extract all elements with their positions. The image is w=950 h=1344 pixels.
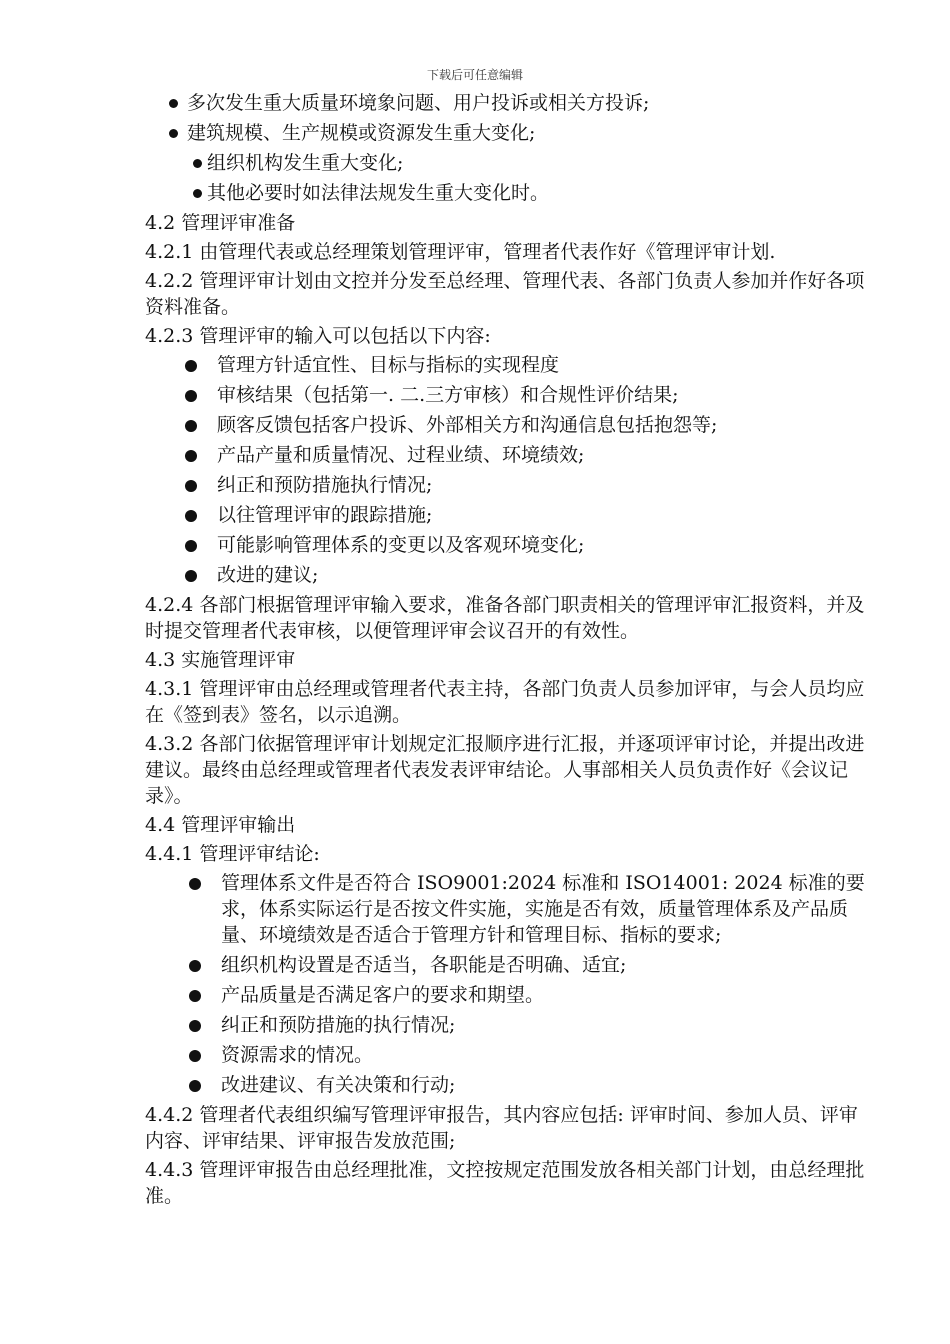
bullet-icon <box>185 420 197 432</box>
paragraph: 4.2.3 管理评审的输入可以包括以下内容: <box>145 325 491 347</box>
document-body <box>145 90 870 1212</box>
list-item: 改进的建议; <box>145 562 870 588</box>
list-item: 组织机构设置是否适当，各职能是否明确、适宜; <box>145 952 870 978</box>
bullet-icon <box>185 390 197 402</box>
bullet-icon <box>189 878 201 890</box>
paragraph: 4.2.4 各部门根据管理评审输入要求，准备各部门职责相关的管理评审汇报资料，并及时提交管理者代表审核，以便管理评审会议召开的有效性。 <box>145 594 865 642</box>
bullet-icon <box>185 570 197 582</box>
bullet-icon <box>189 960 201 972</box>
list-item: 管理体系文件是否符合 ISO9001:2024 标准和 ISO14001: 2024 标准的要求，体系实际运行是否按文件实施，实施是否有效，质量管理体系及产品质量、环境绩效是否适合于管理方针和管理目标、指标的要求; <box>145 870 870 948</box>
bullet-icon <box>193 159 202 168</box>
page-header: 下载后可任意编辑 <box>426 68 523 82</box>
list-item: 管理方针适宜性、目标与指标的实现程度 <box>145 352 870 378</box>
list-item: 建筑规模、生产规模或资源发生重大变化; <box>145 120 870 146</box>
list-item: 可能影响管理体系的变更以及客观环境变化; <box>145 532 870 558</box>
paragraph: 4.3.2 各部门依据管理评审计划规定汇报顺序进行汇报，并逐项评审讨论，并提出改进建议。最终由总经理或管理者代表发表评审结论。人事部相关人员负责作好《会议记录》。 <box>145 733 865 807</box>
list-item: 多次发生重大质量环境象问题、用户投诉或相关方投诉; <box>145 90 870 116</box>
section-heading: 4.3 实施管理评审 <box>145 649 296 671</box>
bullet-icon <box>185 510 197 522</box>
bullet-icon <box>185 360 197 372</box>
list-item: 纠正和预防措施执行情况; <box>145 472 870 498</box>
paragraph: 4.4.3 管理评审报告由总经理批准，文控按规定范围发放各相关部门计划，由总经理批准。 <box>145 1159 865 1207</box>
list-item: 审核结果（包括第一. 二.三方审核）和合规性评价结果; <box>145 382 870 408</box>
bullet-icon <box>169 129 178 138</box>
bullet-icon <box>169 99 178 108</box>
paragraph: 4.4.1 管理评审结论: <box>145 843 320 865</box>
list-item: 组织机构发生重大变化; <box>145 150 870 176</box>
bullet-icon <box>189 990 201 1002</box>
list-item: 改进建议、有关决策和行动; <box>145 1072 870 1098</box>
list-item: 纠正和预防措施的执行情况; <box>145 1012 870 1038</box>
bullet-icon <box>185 480 197 492</box>
list-item: 产品质量是否满足客户的要求和期望。 <box>145 982 870 1008</box>
list-item: 其他必要时如法律法规发生重大变化时。 <box>145 180 870 206</box>
bullet-icon <box>193 189 202 198</box>
section-heading: 4.4 管理评审输出 <box>145 814 296 836</box>
bullet-icon <box>189 1020 201 1032</box>
section-heading: 4.2 管理评审准备 <box>145 212 296 234</box>
paragraph: 4.2.1 由管理代表或总经理策划管理评审，管理者代表作好《管理评审计划. <box>145 241 776 263</box>
bullet-icon <box>185 540 197 552</box>
list-item: 产品产量和质量情况、过程业绩、环境绩效; <box>145 442 870 468</box>
paragraph: 4.4.2 管理者代表组织编写管理评审报告，其内容应包括: 评审时间、参加人员、评审内容、评审结果、评审报告发放范围; <box>145 1104 858 1152</box>
list-item: 顾客反馈包括客户投诉、外部相关方和沟通信息包括抱怨等; <box>145 412 870 438</box>
bullet-icon <box>189 1080 201 1092</box>
paragraph: 4.3.1 管理评审由总经理或管理者代表主持，各部门负责人员参加评审，与会人员均应在《签到表》签名，以示追溯。 <box>145 678 865 726</box>
bullet-icon <box>189 1050 201 1062</box>
paragraph: 4.2.2 管理评审计划由文控并分发至总经理、管理代表、各部门负责人参加并作好各项资料准备。 <box>145 270 865 318</box>
bullet-icon <box>185 450 197 462</box>
list-item: 资源需求的情况。 <box>145 1042 870 1068</box>
list-item: 以往管理评审的跟踪措施; <box>145 502 870 528</box>
